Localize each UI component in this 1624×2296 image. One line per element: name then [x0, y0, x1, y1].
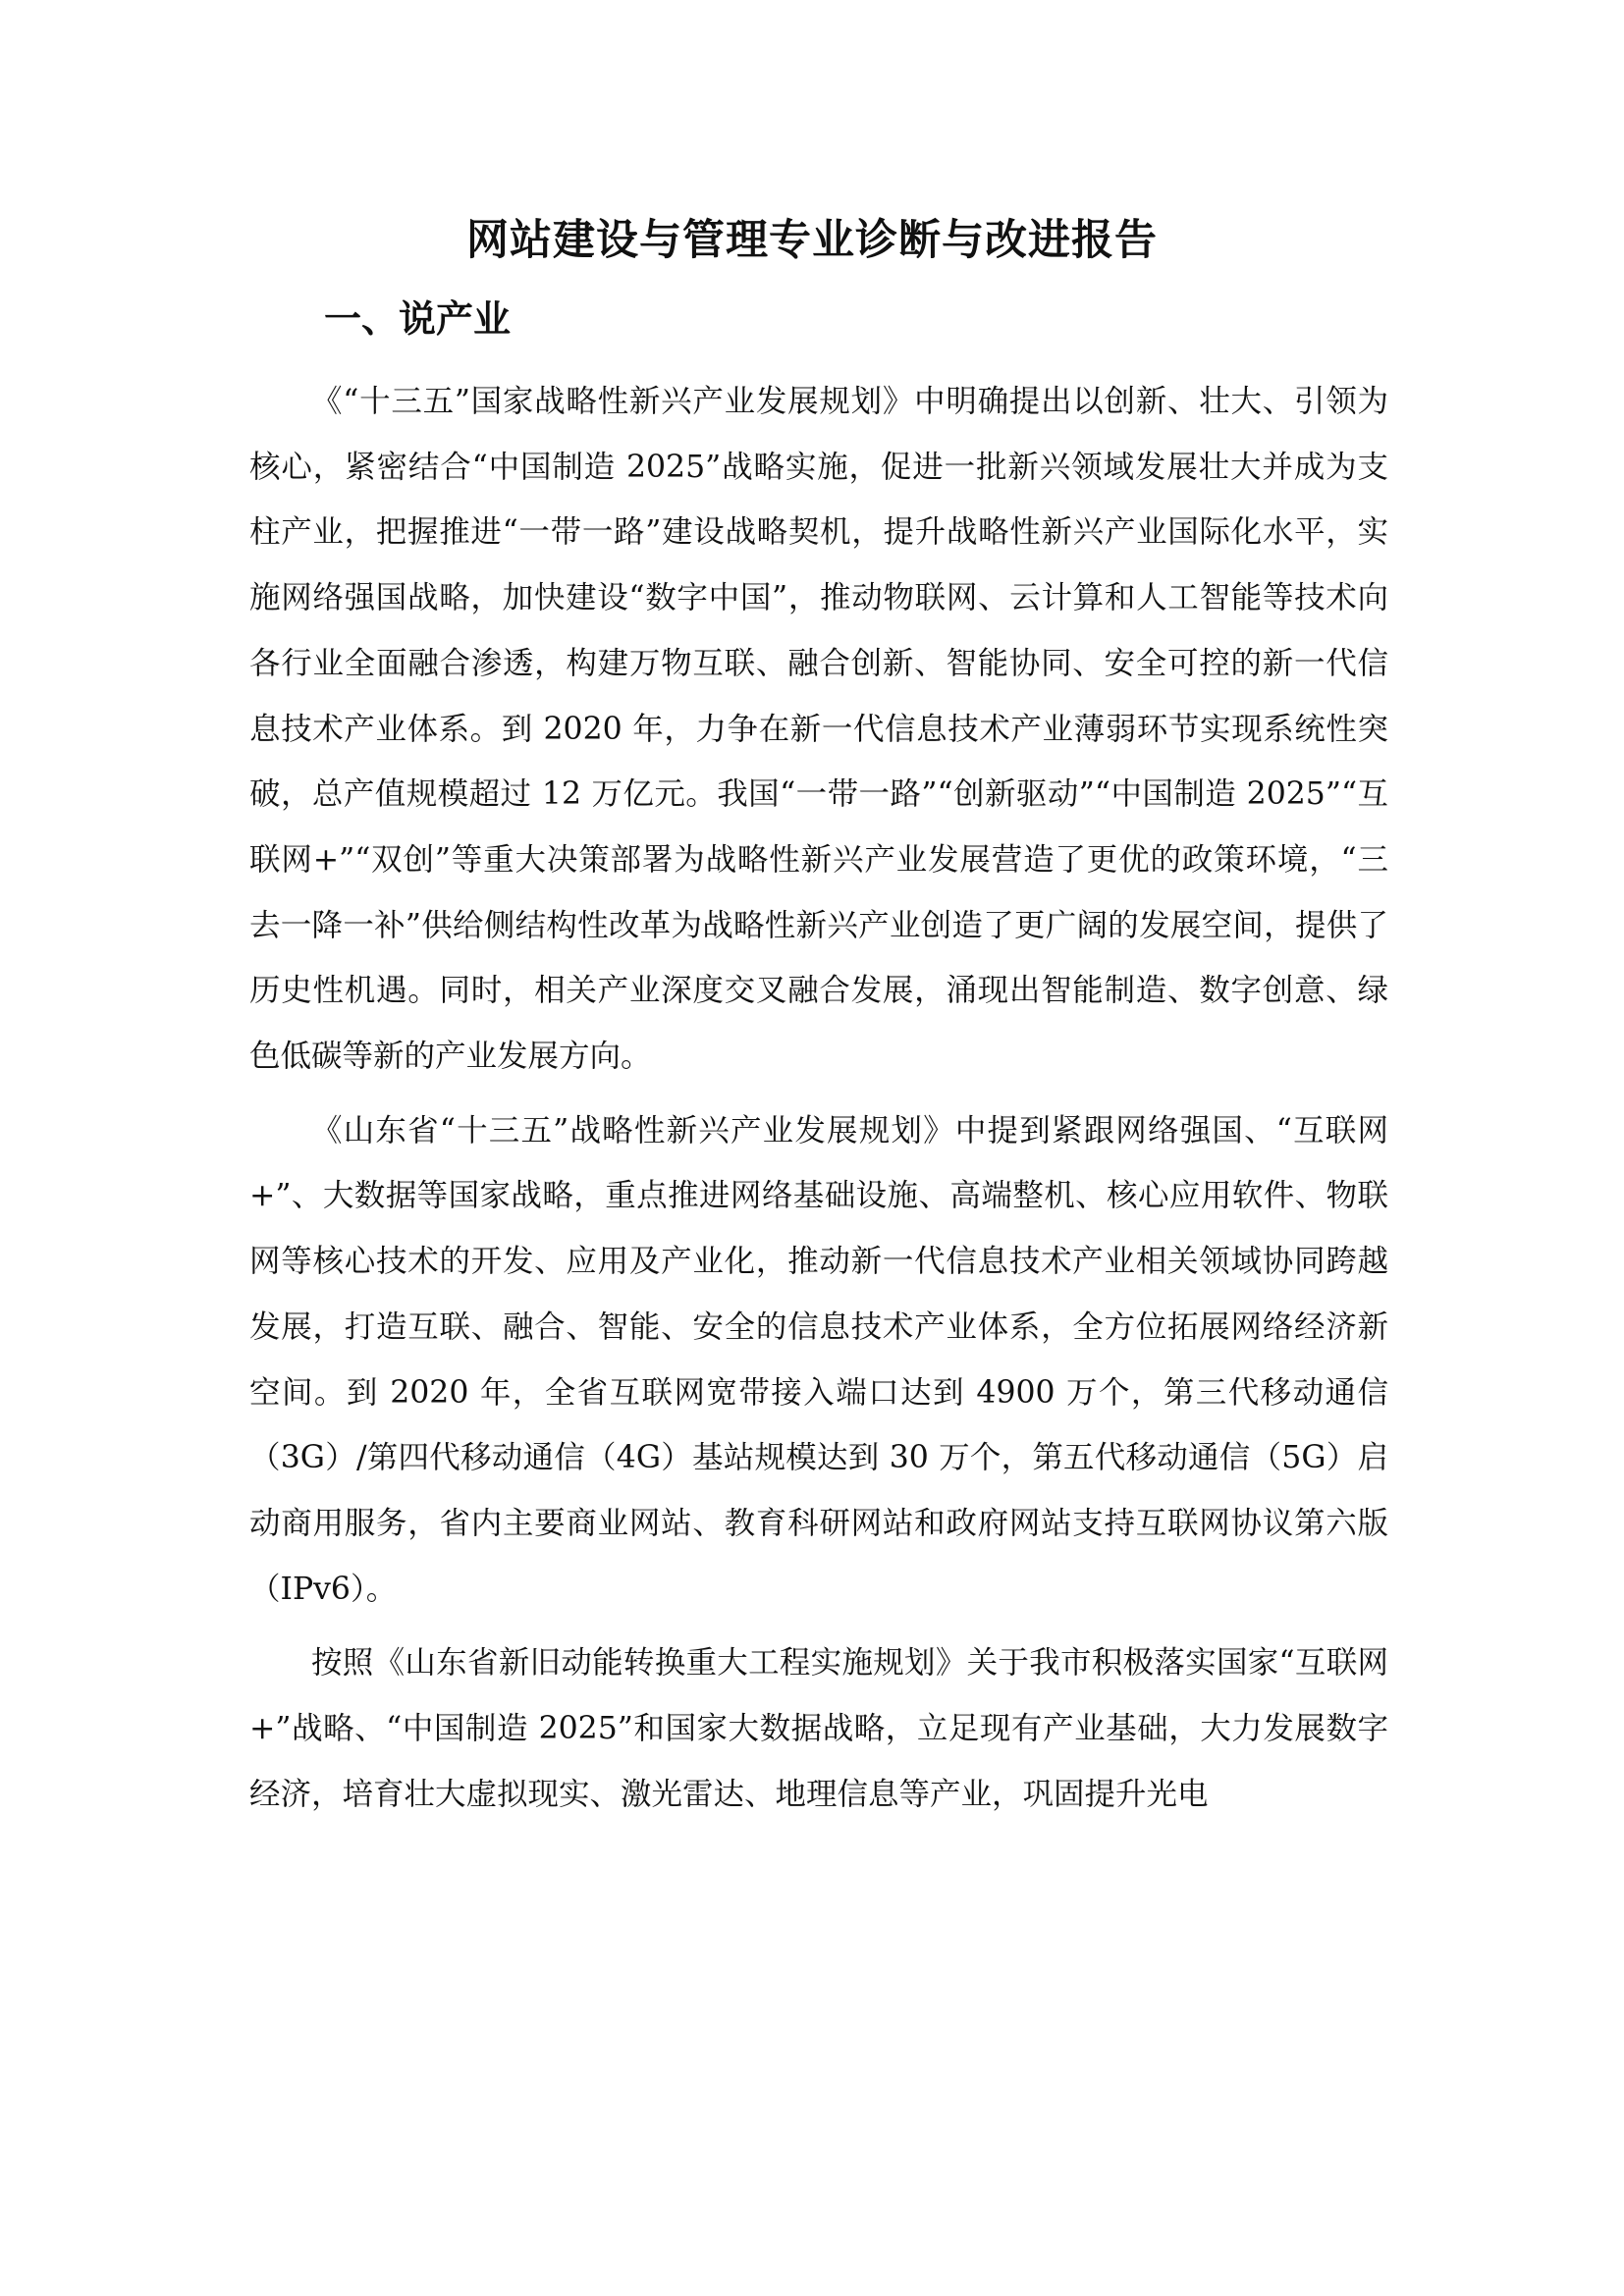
paragraph-2: 《山东省“十三五”战略性新兴产业发展规划》中提到紧跟网络强国、“互联网+”、大数据等国家战略，重点推进网络基础设施、高端整机、核心应用软件、物联网等核心技术的开发、应用及产业化，推动新一代信息技术产业相关领域协同跨越发展，打造互联、融合、智能、安全的信息技术产业体系，全方位拓展网络经济新空间。到 2020 年，全省互联网宽带接入端口达到 4900 万个，第三代移动通信（3G）/第四代移动通信（4G）基站规模达到 30 万个，第五代移动通信（5G）启动商用服务，省内主要商业网站、教育科研网站和政府网站支持互联网协议第六版（IPv6）。 — [249, 1112, 1388, 1607]
section-heading: 一、说产业 — [324, 296, 512, 341]
document-title: 网站建设与管理专业诊断与改进报告 — [466, 216, 1158, 265]
paragraph-3: 按照《山东省新旧动能转换重大工程实施规划》关于我市积极落实国家“互联网+”战略、“中国制造 2025”和国家大数据战略，立足现有产业基础，大力发展数字经济，培育壮大虚拟现实、激光雷达、地理信息等产业，巩固提升光电 — [249, 1645, 1388, 1812]
document-body — [249, 369, 1388, 1836]
paragraph-1: 《“十三五”国家战略性新兴产业发展规划》中明确提出以创新、壮大、引领为核心，紧密结合“中国制造 2025”战略实施，促进一批新兴领域发展壮大并成为支柱产业，把握推进“一带一路”建设战略契机，提升战略性新兴产业国际化水平，实施网络强国战略，加快建设“数字中国”，推动物联网、云计算和人工智能等技术向各行业全面融合渗透，构建万物互联、融合创新、智能协同、安全可控的新一代信息技术产业体系。到 2020 年，力争在新一代信息技术产业薄弱环节实现系统性突破，总产值规模超过 12 万亿元。我国“一带一路”“创新驱动”“中国制造 2025”“互联网+”“双创”等重大决策部署为战略性新兴产业发展营造了更优的政策环境，“三去一降一补”供给侧结构性改革为战略性新兴产业创造了更广阔的发展空间，提供了历史性机遇。同时，相关产业深度交叉融合发展，涌现出智能制造、数字创意、绿色低碳等新的产业发展方向。 — [249, 384, 1388, 1075]
